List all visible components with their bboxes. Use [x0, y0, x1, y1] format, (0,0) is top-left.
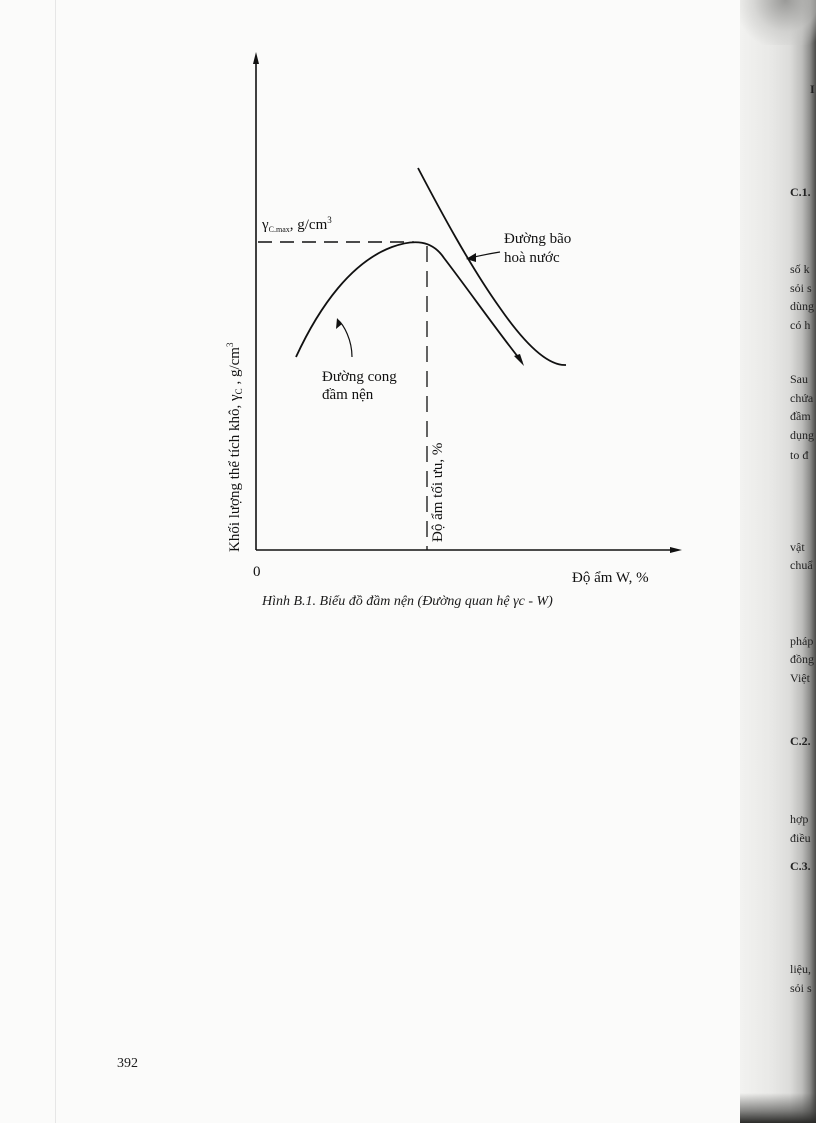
binding-shadow-bottom [740, 1093, 816, 1123]
y-axis-arrow [253, 52, 259, 64]
page-number: 392 [117, 1056, 138, 1071]
adjacent-page-fragment: chuẩ [790, 558, 813, 572]
adjacent-page-fragment: số k [790, 262, 810, 276]
saturation-line [418, 168, 566, 365]
adjacent-page-fragment: chứa [790, 391, 814, 405]
adjacent-page-fragment: vật [790, 540, 805, 554]
saturation-label-line1: Đường bão [504, 231, 572, 247]
adjacent-page-fragment: liệu, [790, 962, 811, 976]
y-axis-label: Khối lượng thể tích khô, $\gamma_C$ , $g/cm^3$ [225, 342, 244, 552]
compaction-label-line1: Đường cong [322, 369, 397, 385]
adjacent-page-fragment: dùng [790, 299, 814, 313]
adjacent-page-fragment: sỏi s [790, 281, 812, 295]
adjacent-page-edge [740, 0, 816, 1123]
compaction-label-line2: đầm nện [322, 387, 374, 403]
adjacent-page-fragment: to đ [790, 448, 809, 462]
ymax-label: $\gamma_{C.max}$, $g/cm^3$ [262, 215, 332, 234]
adjacent-page-fragment: pháp [790, 634, 814, 648]
x-axis-label: Độ ẩm W, % [572, 570, 649, 586]
saturation-label-line2: hoà nước [504, 250, 560, 266]
adjacent-page-fragment: có h [790, 318, 811, 332]
binding-shadow-top [740, 0, 816, 45]
adjacent-page-fragment: dụng [790, 428, 814, 442]
x-axis-arrow [670, 547, 682, 553]
adjacent-page-fragment: C.2. [790, 734, 811, 748]
adjacent-page-fragment: đầm [790, 409, 811, 423]
compaction-curve [296, 242, 522, 362]
adjacent-page-fragment: Việt [790, 671, 810, 685]
compaction-curve-arrow [514, 354, 524, 366]
origin-label: 0 [253, 564, 261, 580]
adjacent-page-fragment: hợp [790, 812, 809, 826]
adjacent-page-fragment: Sau [790, 372, 808, 386]
compaction-leader-arrow [336, 318, 342, 329]
adjacent-page-fragment: C.3. [790, 859, 811, 873]
adjacent-page-fragment: C.1. [790, 185, 811, 199]
figure-caption: Hình B.1. Biểu đồ đầm nện (Đường quan hệ γc - W) [262, 594, 553, 609]
adjacent-page-fragment: I [810, 82, 815, 96]
adjacent-page-fragment: đồng [790, 652, 814, 666]
adjacent-page-fragment: điều [790, 831, 811, 845]
optimum-moisture-label: Độ ẩm tối ưu, % [430, 442, 446, 542]
adjacent-page-fragment: sỏi s [790, 981, 812, 995]
